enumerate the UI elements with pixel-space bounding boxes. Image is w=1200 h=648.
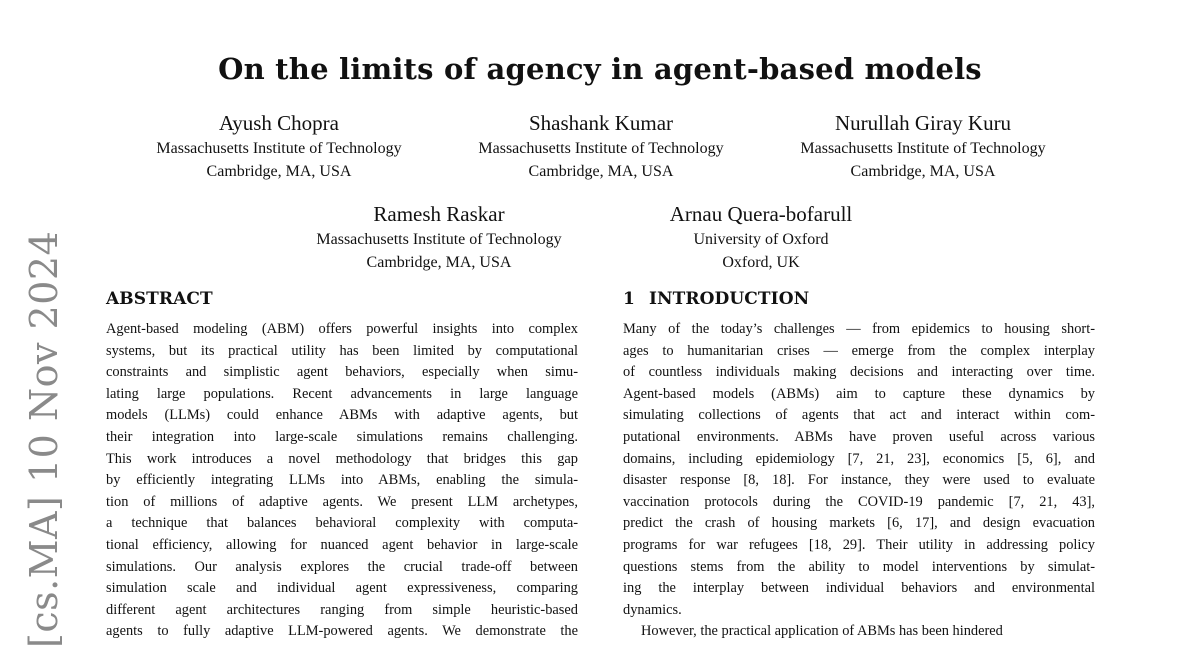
author-name: Ramesh Raskar bbox=[373, 202, 505, 226]
text-line: simulating collections of agents that act and interact within com- bbox=[623, 407, 1095, 424]
author-location: Oxford, UK bbox=[722, 254, 800, 271]
author-location: Cambridge, MA, USA bbox=[206, 163, 352, 180]
author-block bbox=[280, 201, 598, 274]
paper-title: On the limits of agency in agent-based models bbox=[218, 52, 982, 86]
text-line: ages to humanitarian crises — emerge from the complex interplay bbox=[623, 342, 1095, 359]
text-line: a technique that balances behavioral complexity with computa- bbox=[106, 515, 578, 532]
text-line: tional efficiency, allowing for nuanced agent behavior in large-scale bbox=[106, 536, 578, 553]
author-block bbox=[602, 201, 920, 274]
text-line: of countless individuals making decisions and interacting over time. bbox=[623, 364, 1095, 381]
text-line: This work introduces a novel methodology that bridges this gap bbox=[106, 450, 578, 467]
introduction-heading bbox=[623, 289, 809, 309]
text-line: predict the crash of housing markets [6, 17], and design evacuation bbox=[623, 515, 1095, 532]
text-line: putational environments. ABMs have proven useful across various bbox=[623, 428, 1095, 445]
author-affiliation: Massachusetts Institute of Technology bbox=[156, 140, 402, 157]
author-block bbox=[764, 110, 1082, 183]
text-line: simulation scale and individual agent expressiveness, comparing bbox=[106, 580, 578, 597]
author-block bbox=[120, 110, 438, 183]
text-line: vaccination protocols during the COVID-19 pandemic [7, 21, 43], bbox=[623, 493, 1095, 510]
abstract-heading: ABSTRACT bbox=[106, 289, 213, 309]
arxiv-stamp: [cs.MA] 10 Nov 2024 bbox=[22, 230, 66, 648]
text-line: ing the interplay between individual behaviors and environmental bbox=[623, 580, 1095, 597]
text-line: However, the practical application of ABMs has been hindered bbox=[641, 623, 1003, 640]
text-line: simulations. Our analysis explores the crucial trade-off between bbox=[106, 558, 578, 575]
author-name: Ayush Chopra bbox=[219, 111, 339, 135]
abstract-body bbox=[106, 319, 578, 643]
text-line: different agent architectures ranging from simple heuristic-based bbox=[106, 601, 578, 618]
text-line: lating large populations. Recent advancements in large language bbox=[106, 385, 578, 402]
text-line: questions stems from the ability to model interventions by simulat- bbox=[623, 558, 1095, 575]
text-line: constraints and simplistic agent behaviors, especially when simu- bbox=[106, 364, 578, 381]
text-line: Agent-based models (ABMs) aim to capture these dynamics by bbox=[623, 385, 1095, 402]
author-name: Arnau Quera-bofarull bbox=[669, 202, 853, 226]
author-block bbox=[442, 110, 760, 183]
text-line: Many of the today’s challenges — from epidemics to housing short- bbox=[623, 321, 1095, 337]
author-location: Cambridge, MA, USA bbox=[528, 163, 674, 180]
text-line: by efficiently integrating LLMs into ABMs, enabling the simula- bbox=[106, 472, 578, 489]
text-line: Agent-based modeling (ABM) offers powerful insights into complex bbox=[106, 321, 578, 337]
author-location: Cambridge, MA, USA bbox=[850, 163, 996, 180]
text-line: systems, but its practical utility has been limited by computational bbox=[106, 342, 578, 359]
text-line: tion of millions of adaptive agents. We present LLM archetypes, bbox=[106, 493, 578, 510]
text-line: domains, including epidemiology [7, 21, 23], economics [5, 6], and bbox=[623, 450, 1095, 467]
text-line: models (LLMs) could enhance ABMs with adaptive agents, but bbox=[106, 407, 578, 424]
author-name: Shashank Kumar bbox=[528, 111, 674, 135]
section-number: 1 bbox=[623, 289, 635, 309]
author-location: Cambridge, MA, USA bbox=[366, 254, 512, 271]
author-affiliation: University of Oxford bbox=[693, 231, 829, 248]
introduction-body bbox=[623, 319, 1095, 643]
text-line: their integration into large-scale simulations remains challenging. bbox=[106, 428, 578, 445]
author-affiliation: Massachusetts Institute of Technology bbox=[800, 140, 1046, 157]
text-line: dynamics. bbox=[623, 601, 682, 618]
text-line: disaster response [8, 18]. For instance, they were used to evaluate bbox=[623, 472, 1095, 489]
section-title: INTRODUCTION bbox=[648, 289, 810, 309]
text-line: agents to fully adaptive LLM-powered agents. We demonstrate the bbox=[106, 623, 578, 640]
author-affiliation: Massachusetts Institute of Technology bbox=[316, 231, 562, 248]
text-line: programs for war refugees [18, 29]. Their utility in addressing policy bbox=[623, 536, 1095, 553]
author-affiliation: Massachusetts Institute of Technology bbox=[478, 140, 724, 157]
author-name: Nurullah Giray Kuru bbox=[834, 111, 1012, 135]
